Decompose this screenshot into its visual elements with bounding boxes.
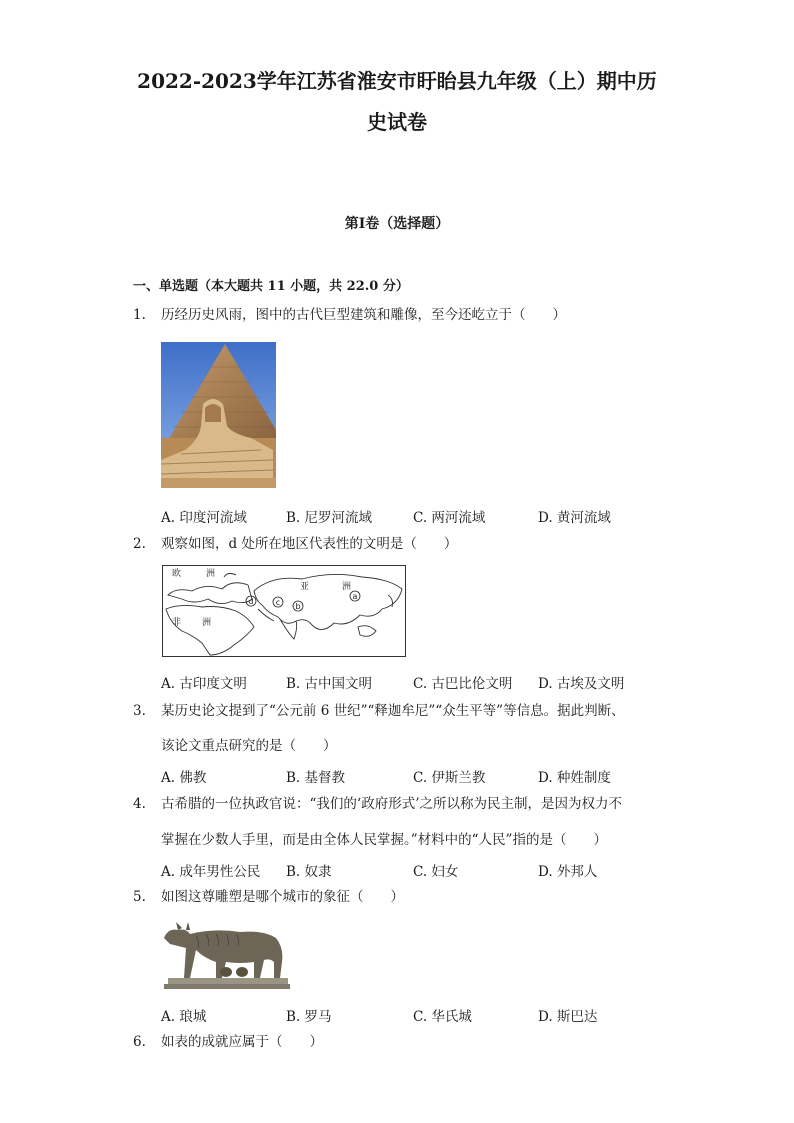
question-number: 5.: [133, 889, 146, 905]
map-label-europe-2: 洲: [206, 569, 216, 579]
map-marker-d: d: [248, 597, 254, 606]
map-label-asia-2: 洲: [342, 582, 352, 592]
map-marker-b: b: [295, 602, 301, 611]
question-4-text-continued: 掌握在少数人手里，而是由全体人民掌握。”材料中的“人民”指的是（ ）: [161, 832, 607, 848]
pyramid-sphinx-photo: [161, 342, 276, 488]
question-number: 6.: [133, 1034, 146, 1050]
option-d[interactable]: D. 黄河流域: [538, 510, 611, 526]
option-b[interactable]: B. 罗马: [286, 1009, 332, 1025]
question-1: [133, 309, 566, 323]
paper-title-line-2: 史试卷: [367, 110, 427, 134]
question-text: 历经历史风雨，图中的古代巨型建筑和雕像，至今还屹立于（ ）: [161, 307, 566, 323]
question-number: 2.: [133, 536, 146, 552]
section-title: 第I卷（选择题）: [344, 216, 450, 232]
option-c[interactable]: C. 两河流域: [413, 510, 486, 526]
question-5: [133, 891, 404, 905]
question-2: [133, 538, 457, 552]
question-text: 某历史论文提到了“公元前 6 世纪”“释迦牟尼”“众生平等”等信息。据此判断、: [161, 703, 625, 719]
question-3: [133, 705, 625, 719]
option-c[interactable]: C. 伊斯兰教: [413, 770, 486, 786]
option-c[interactable]: C. 古巴比伦文明: [413, 676, 513, 692]
question-4: [133, 798, 622, 812]
map-marker-c: c: [275, 598, 281, 607]
question-6: [133, 1036, 323, 1050]
question-number: 1.: [133, 307, 146, 323]
option-a[interactable]: A. 印度河流域: [161, 510, 247, 526]
option-d[interactable]: D. 种姓制度: [538, 770, 611, 786]
question-text: 观察如图，d 处所在地区代表性的文明是（ ）: [161, 536, 458, 552]
question-text: 如图这尊雕塑是哪个城市的象征（ ）: [161, 889, 404, 905]
option-b[interactable]: B. 古中国文明: [286, 676, 373, 692]
option-a[interactable]: A. 古印度文明: [161, 676, 247, 692]
option-b[interactable]: B. 基督教: [286, 770, 346, 786]
paper-title-line-1: 2022-2023学年江苏省淮安市盱眙县九年级（上）期中历: [137, 69, 657, 93]
capitoline-wolf-sculpture: [160, 918, 290, 990]
map-marker-a: a: [352, 592, 358, 601]
option-c[interactable]: C. 妇女: [413, 864, 459, 880]
map-label-europe-1: 欧: [172, 569, 182, 579]
option-a[interactable]: A. 佛教: [161, 770, 207, 786]
ancient-civilizations-map: [162, 565, 406, 657]
option-d[interactable]: D. 外邦人: [538, 864, 598, 880]
option-d[interactable]: D. 斯巴达: [538, 1009, 598, 1025]
map-label-africa-1: 非: [172, 618, 182, 628]
map-label-asia-1: 亚: [300, 582, 310, 592]
option-d[interactable]: D. 古埃及文明: [538, 676, 625, 692]
option-b[interactable]: B. 尼罗河流域: [286, 510, 373, 526]
question-number: 4.: [133, 796, 146, 812]
part-heading: 一、单选题（本大题共 11 小题，共 22.0 分）: [133, 279, 409, 294]
option-a[interactable]: A. 琅城: [161, 1009, 207, 1025]
question-3-text-continued: 该论文重点研究的是（ ）: [161, 738, 337, 754]
option-a[interactable]: A. 成年男性公民: [161, 864, 261, 880]
question-number: 3.: [133, 703, 146, 719]
map-label-africa-2: 洲: [202, 618, 212, 628]
option-c[interactable]: C. 华氏城: [413, 1009, 472, 1025]
option-b[interactable]: B. 奴隶: [286, 864, 332, 880]
question-text: 如表的成就应属于（ ）: [161, 1034, 323, 1050]
question-text: 古希腊的一位执政官说：“我们的‘政府形式’之所以称为民主制，是因为权力不: [161, 796, 622, 812]
